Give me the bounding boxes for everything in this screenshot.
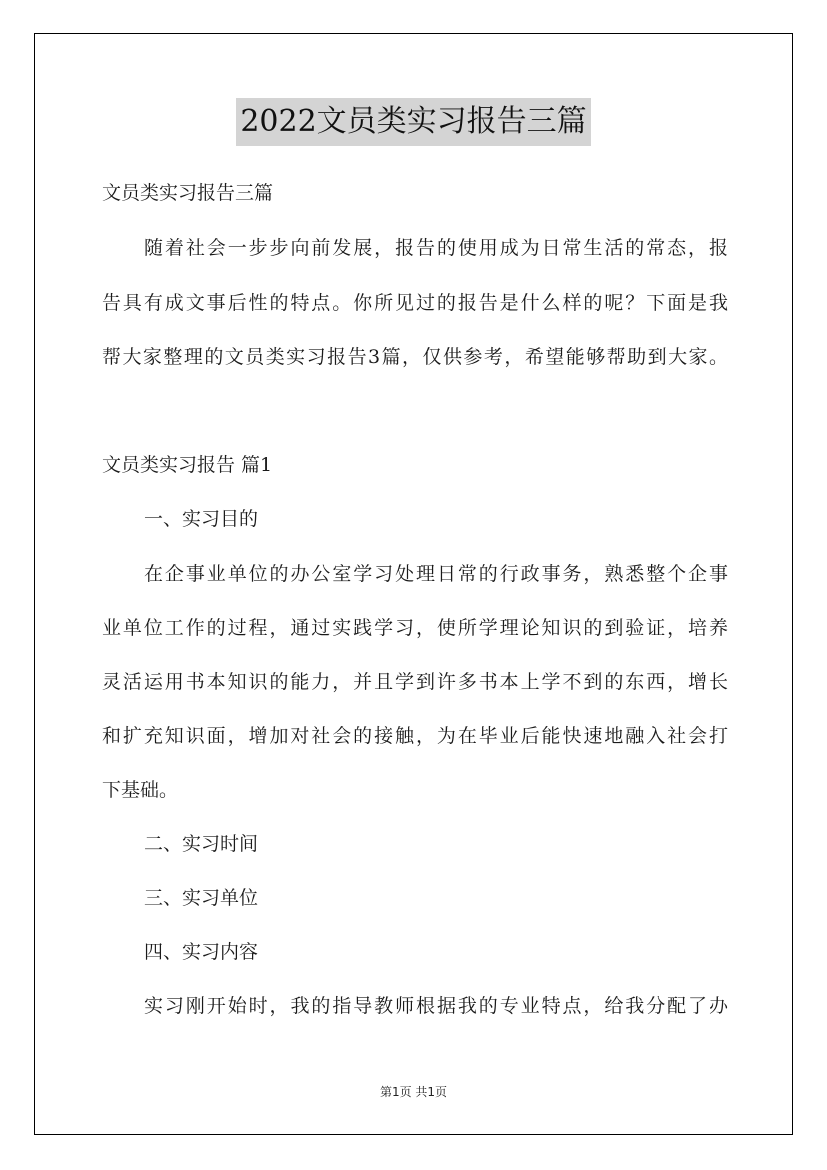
purpose-line-5: 下基础。 — [102, 779, 179, 801]
intro-line-2: 告具有成文事后性的特点。你所见过的报告是什么样的呢？下面是我 — [102, 292, 728, 314]
intro-line-3: 帮大家整理的文员类实习报告3篇，仅供参考，希望能够帮助到大家。 — [102, 346, 728, 368]
section-heading: 文员类实习报告 篇1 — [102, 454, 273, 476]
page-footer: 第1页 共1页 — [379, 1085, 448, 1099]
content-line-1: 实习刚开始时，我的指导教师根据我的专业特点，给我分配了办 — [144, 995, 728, 1017]
heading-time: 二、实习时间 — [144, 833, 259, 855]
purpose-line-3: 灵活运用书本知识的能力，并且学到许多书本上学不到的东西，增长 — [102, 671, 728, 693]
title-container — [0, 98, 827, 146]
heading-purpose: 一、实习目的 — [144, 508, 259, 530]
document-subtitle: 文员类实习报告三篇 — [102, 182, 274, 204]
purpose-line-2: 业单位工作的过程，通过实践学习，使所学理论知识的到验证，培养 — [102, 617, 728, 639]
heading-unit: 三、实习单位 — [144, 887, 259, 909]
document-title: 2022文员类实习报告三篇 — [236, 98, 590, 146]
intro-line-1: 随着社会一步步向前发展，报告的使用成为日常生活的常态，报 — [144, 237, 728, 259]
heading-content: 四、实习内容 — [144, 941, 259, 963]
purpose-line-1: 在企事业单位的办公室学习处理日常的行政事务，熟悉整个企事 — [144, 563, 728, 585]
purpose-line-4: 和扩充知识面，增加对社会的接触，为在毕业后能快速地融入社会打 — [102, 725, 728, 747]
